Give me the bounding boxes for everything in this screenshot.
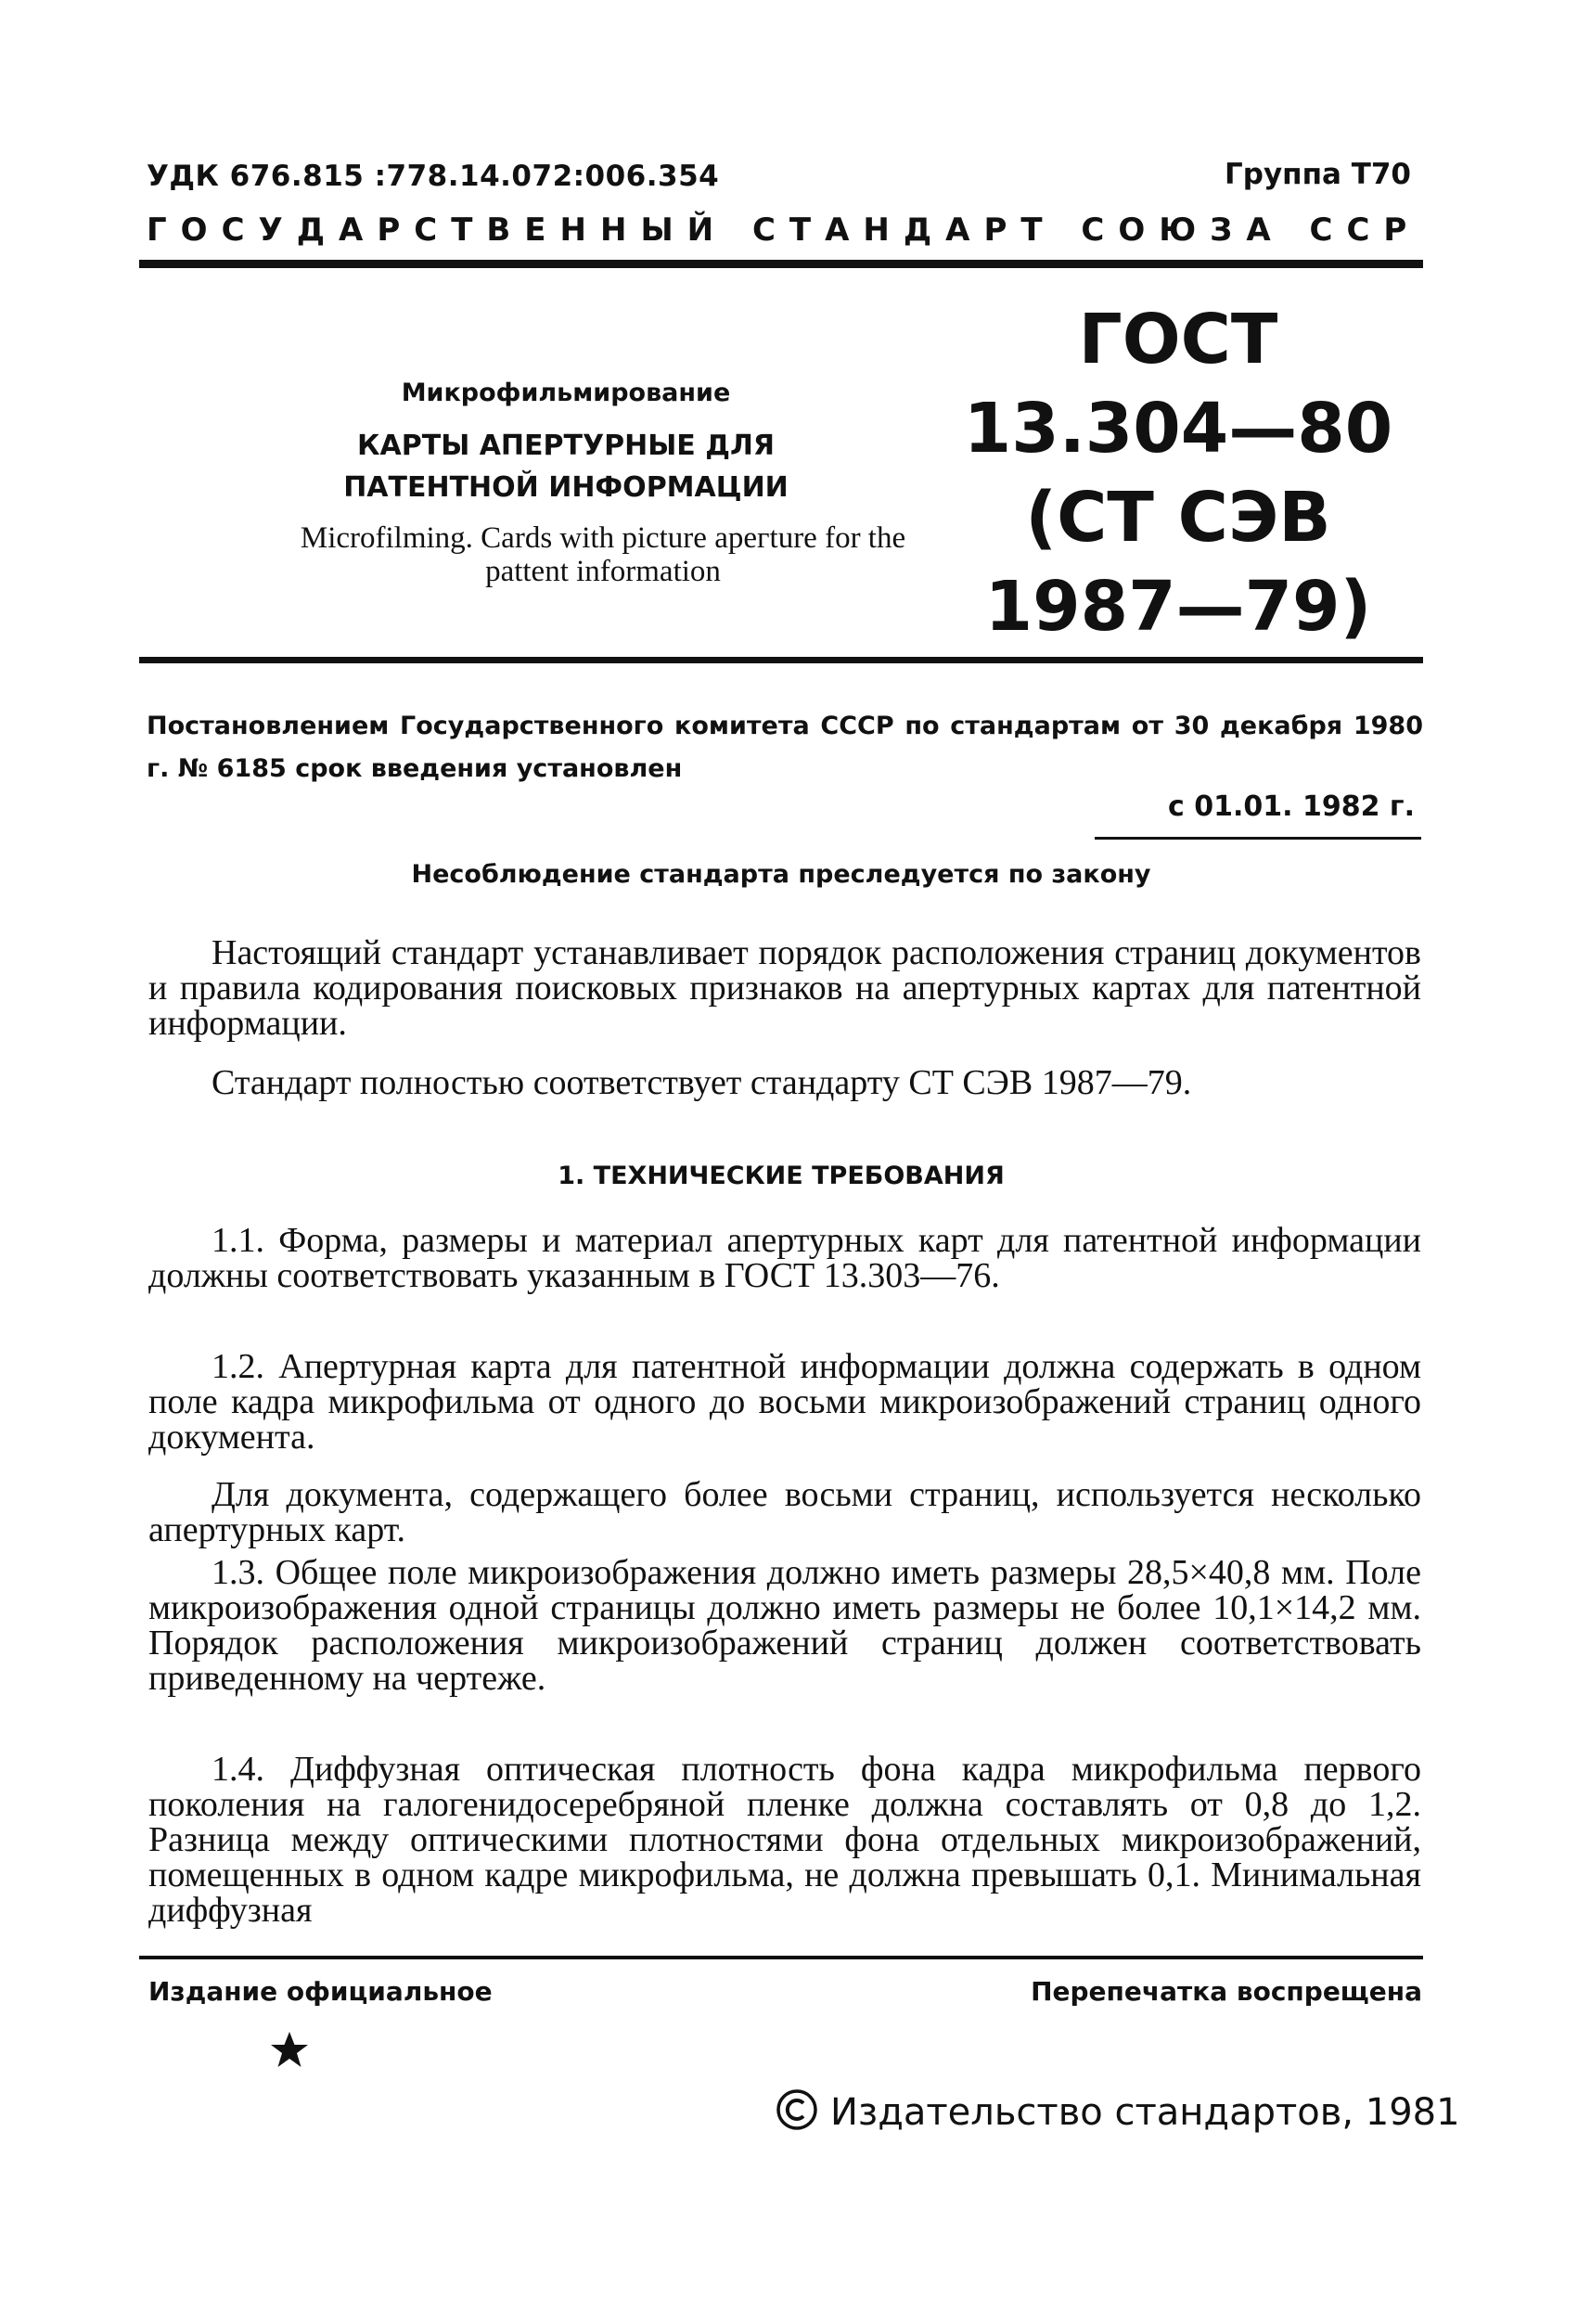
footer-rule <box>139 1956 1423 1959</box>
title-rule <box>139 657 1423 663</box>
document-title: КАРТЫ АПЕРТУРНЫЕ ДЛЯ ПАТЕНТНОЙ ИНФОРМАЦИИ <box>343 430 789 504</box>
clause-paragraph: 1.2. Апертурная карта для патентной информации должна содержать в одном поле кадра микрофильма от одного до восьми микроизображений страниц одного документа. <box>148 1347 1421 1457</box>
reprint-notice: Перепечатка воспрещена <box>1031 1976 1422 2007</box>
state-standard-banner: ГОСУДАРСТВЕННЫЙ СТАНДАРТ СОЮЗА ССР <box>147 212 1421 249</box>
clause-paragraph: 1.3. Общее поле микроизображения должно иметь размеры 28,5×40,8 мм. Поле микроизображения одной страницы должно иметь размеры не более 10,1×14,2 мм. Порядок расположения микроизображений страниц должен соответствовать приведенному на чертеже. <box>148 1553 1421 1698</box>
clause-paragraph: 1.1. Форма, размеры и материал апертурных карт для патентной информации должны соответствовать указанным в ГОСТ 13.303—76. <box>148 1221 1421 1295</box>
intro-paragraph: Настоящий стандарт устанавливает порядок расположения страниц документов и правила кодирования поисковых признаков на апертурных картах для патентной информации. <box>148 933 1421 1043</box>
edition-label: Издание официальное <box>148 1976 493 2007</box>
legal-notice: Несоблюдение стандарта преследуется по закону <box>411 860 1151 889</box>
clause-paragraph: Для документа, содержащего более восьми страниц, используется несколько апертурных карт. <box>148 1475 1421 1549</box>
gost-line: ГОСТ <box>1078 300 1278 379</box>
star-icon <box>269 2030 310 2071</box>
gost-line: 13.304—80 <box>963 389 1393 469</box>
publisher-line <box>775 2087 1460 2134</box>
publisher-name: Издательство стандартов, 1981 <box>830 2091 1460 2134</box>
gost-number-block <box>928 295 1429 651</box>
group-code: Группа Т70 <box>1225 158 1411 191</box>
gost-line: 1987—79) <box>984 567 1372 647</box>
section-heading: 1. ТЕХНИЧЕСКИЕ ТРЕБОВАНИЯ <box>558 1162 1005 1190</box>
english-title: Microfilming. Cards with picture apeгture for the pattent information <box>300 521 906 588</box>
gost-line: (СТ СЭВ <box>1025 478 1331 558</box>
effective-date: с 01.01. 1982 г. <box>1168 790 1415 823</box>
subject-heading: Микрофильмирование <box>401 379 731 407</box>
copyright-icon <box>775 2087 819 2132</box>
header-rule <box>139 260 1423 268</box>
decree-text: Постановлением Государственного комитета СССР по стандартам от 30 декабря 1980 г. № 6185 срок введения установлен <box>147 712 1423 783</box>
date-rule <box>1095 837 1421 840</box>
intro-paragraph: Стандарт полностью соответствует стандарту СТ СЭВ 1987—79. <box>212 1063 1192 1102</box>
udk-code: УДК 676.815 :778.14.072:006.354 <box>147 160 720 193</box>
clause-paragraph: 1.4. Диффузная оптическая плотность фона кадра микрофильма первого поколения на галогенидосеребряной пленке должна составлять от 0,8 до 1,2. Разница между оптическими плотностями фона отдельных микроизображений, помещенных в одном кадре микрофильма, не должна превышать 0,1. Минимальная диффузная <box>148 1750 1421 1930</box>
